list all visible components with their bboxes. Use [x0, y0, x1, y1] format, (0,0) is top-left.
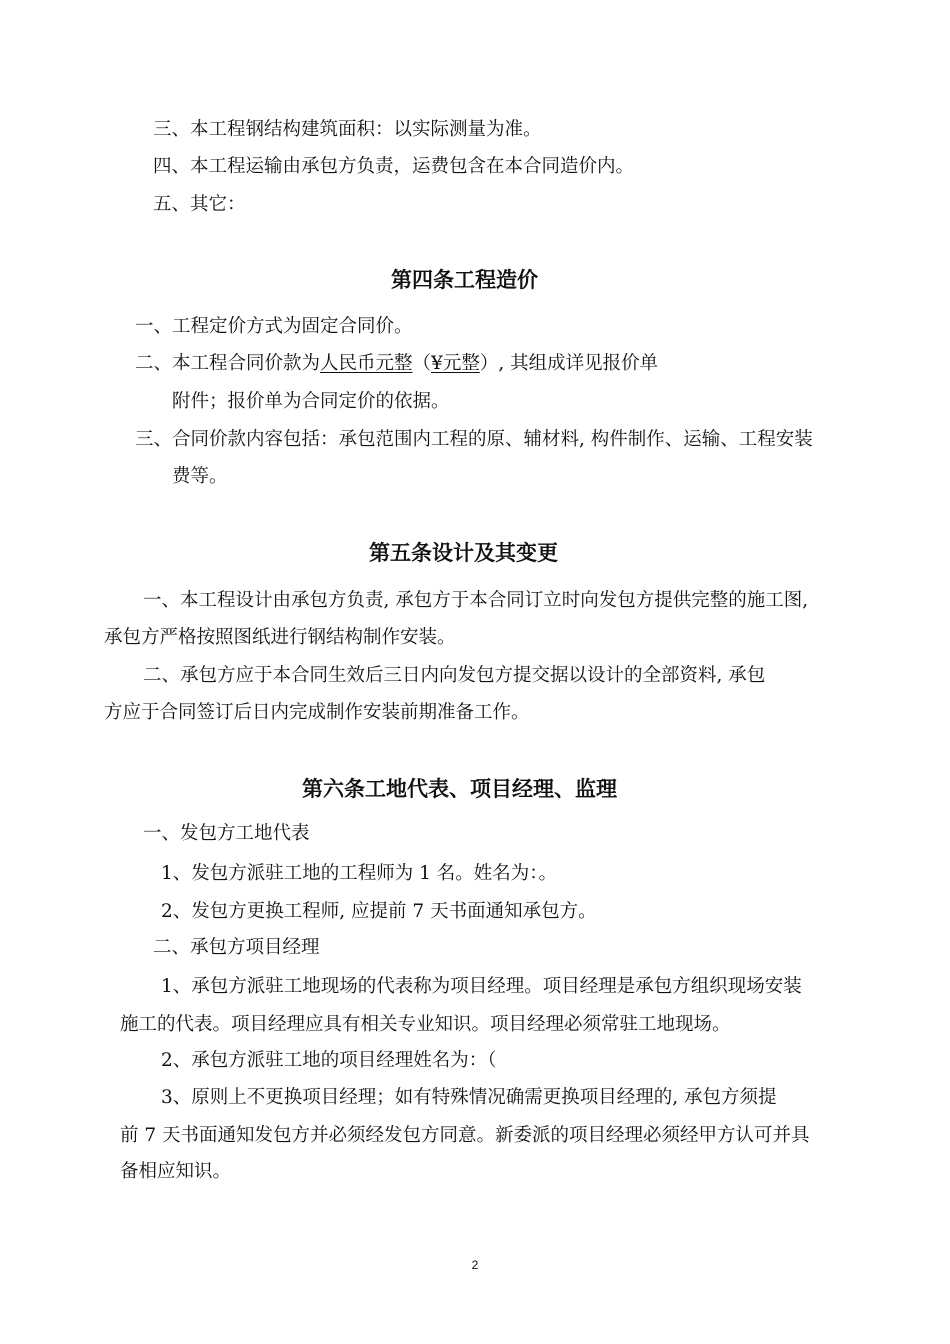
article5-item1-cont: 承包方严格按照图纸进行钢结构制作安装。 — [104, 627, 456, 648]
article3-item3: 三、本工程钢结构建筑面积：以实际测量为准。 — [153, 119, 542, 140]
article5-heading: 第五条设计及其变更 — [369, 541, 558, 565]
article4-item3: 三、合同价款内容包括：承包范围内工程的原、辅材料, 构件制作、运输、工程安装 — [135, 429, 813, 450]
article6-sec2-item1-cont: 施工的代表。项目经理应具有相关专业知识。项目经理必须常驻工地现场。 — [120, 1014, 731, 1035]
article4-item2 — [135, 352, 658, 376]
page-number: 2 — [471, 1258, 479, 1272]
article4-heading: 第四条工程造价 — [391, 268, 538, 292]
article5-item1: 一、本工程设计由承包方负责, 承包方于本合同订立时向发包方提供完整的施工图, — [143, 590, 809, 611]
article4-item2-prefix: 二、本工程合同价款为 — [135, 353, 321, 374]
article6-sec2-item2: 2、承包方派驻工地的项目经理姓名为：（ — [161, 1050, 497, 1071]
article4-item2-mid: （ — [412, 353, 432, 374]
article6-sec2: 二、承包方项目经理 — [153, 937, 320, 958]
article6-sec2-item3-cont2: 备相应知识。 — [120, 1161, 232, 1182]
article4-item2-cont: 附件；报价单为合同定价的依据。 — [172, 391, 450, 412]
article5-item2-cont: 方应于合同签订后日内完成制作安装前期准备工作。 — [104, 702, 530, 723]
article4-item1: 一、工程定价方式为固定合同价。 — [135, 316, 413, 337]
article3-item4: 四、本工程运输由承包方负责，运费包含在本合同造价内。 — [153, 156, 635, 177]
article6-sec2-item1: 1、承包方派驻工地现场的代表称为项目经理。项目经理是承包方组织现场安装 — [161, 976, 802, 997]
article6-sec2-item3: 3、原则上不更换项目经理；如有特殊情况确需更换项目经理的, 承包方须提 — [161, 1087, 777, 1108]
article5-item2: 二、承包方应于本合同生效后三日内向发包方提交据以设计的全部资料, 承包 — [143, 665, 766, 686]
contract-amount-words: 人民币元整 — [320, 353, 413, 374]
article3-item5: 五、其它： — [153, 194, 246, 215]
contract-amount-figures: ¥元整 — [431, 353, 480, 374]
article6-sec1-item2: 2、发包方更换工程师, 应提前 7 天书面通知承包方。 — [161, 901, 597, 922]
article4-item2-suffix: ）, 其组成详见报价单 — [479, 353, 659, 374]
article6-sec2-item3-cont: 前 7 天书面通知发包方并必须经发包方同意。新委派的项目经理必须经甲方认可并具 — [120, 1125, 810, 1146]
article4-item3-cont: 费等。 — [172, 466, 228, 487]
article6-sec1-item1: 1、发包方派驻工地的工程师为 1 名。姓名为：。 — [161, 863, 558, 884]
article6-sec1: 一、发包方工地代表 — [143, 823, 310, 844]
article6-heading: 第六条工地代表、项目经理、监理 — [302, 777, 617, 801]
